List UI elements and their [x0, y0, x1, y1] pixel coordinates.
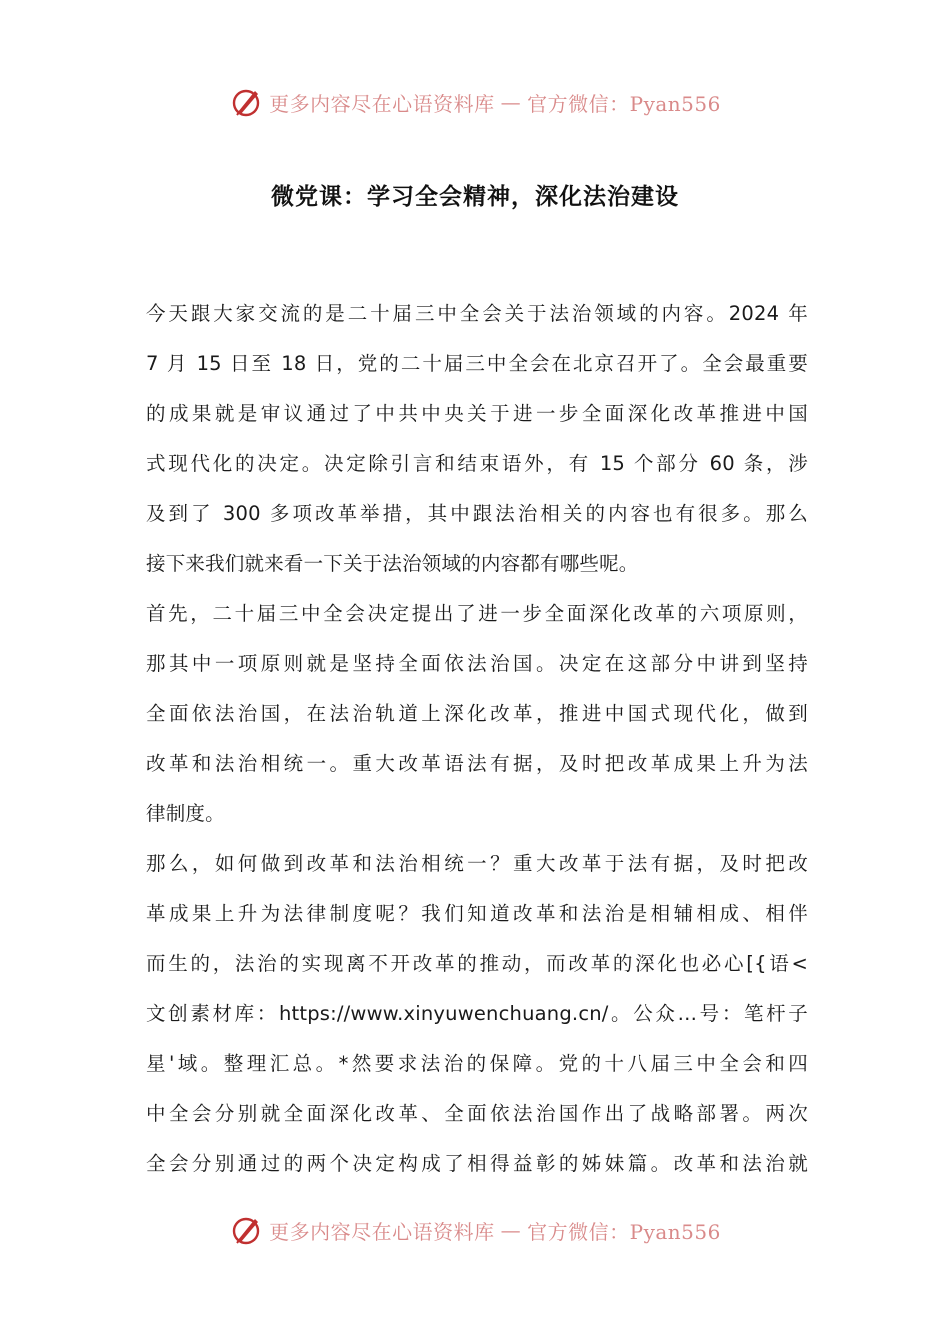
- body-line: 式现代化的决定。决定除引言和结束语外，有 15 个部分 60 条，涉: [146, 452, 808, 475]
- document-body: [146, 289, 808, 1189]
- body-line: 律制度。: [146, 802, 225, 825]
- body-line: 那其中一项原则就是坚持全面依法治国。决定在这部分中讲到坚持: [146, 652, 808, 675]
- header-watermark-wechat: 官方微信：Pyan556: [527, 91, 721, 116]
- footer-watermark-text: 更多内容尽在心语资料库: [269, 1219, 495, 1244]
- header-watermark-separator: —: [500, 90, 522, 114]
- footer-watermark-separator: —: [500, 1218, 522, 1242]
- body-line: 7 月 15 日至 18 日，党的二十届三中全会在北京召开了。全会最重要: [146, 352, 808, 375]
- body-line: 今天跟大家交流的是二十届三中全会关于法治领域的内容。2024 年: [146, 302, 808, 325]
- body-line: 革成果上升为法律制度呢？我们知道改革和法治是相辅相成、相伴: [146, 902, 808, 925]
- body-line: 首先，二十届三中全会决定提出了进一步全面深化改革的六项原则，: [146, 602, 808, 625]
- quill-logo-icon: [229, 85, 263, 119]
- footer-watermark-wechat: 官方微信：Pyan556: [527, 1219, 721, 1244]
- header-watermark: [0, 82, 950, 122]
- document-title: 微党课：学习全会精神，深化法治建设: [271, 184, 679, 210]
- header-watermark-text: 更多内容尽在心语资料库: [269, 91, 495, 116]
- body-line: 文创素材库：https://www.xinyuwenchuang.cn/。公众…号：笔杆子: [146, 1002, 808, 1025]
- body-line: 改革和法治相统一。重大改革语法有据，及时把改革成果上升为法: [146, 752, 808, 775]
- body-line: 星'域。整理汇总。*然要求法治的保障。党的十八届三中全会和四: [146, 1052, 808, 1075]
- footer-watermark: [0, 1210, 950, 1250]
- body-line: 的成果就是审议通过了中共中央关于进一步全面深化改革推进中国: [146, 402, 808, 425]
- quill-logo-icon: [229, 1213, 263, 1247]
- body-line: 全会分别通过的两个决定构成了相得益彰的姊妹篇。改革和法治就: [146, 1152, 808, 1175]
- body-line: 而生的，法治的实现离不开改革的推动，而改革的深化也必心[{语<: [146, 952, 808, 975]
- body-line: 那么，如何做到改革和法治相统一？重大改革于法有据，及时把改: [146, 852, 808, 875]
- body-line: 全面依法治国，在法治轨道上深化改革，推进中国式现代化，做到: [146, 702, 808, 725]
- body-line: 中全会分别就全面深化改革、全面依法治国作出了战略部署。两次: [146, 1102, 808, 1125]
- body-line: 及到了 300 多项改革举措，其中跟法治相关的内容也有很多。那么: [146, 502, 808, 525]
- body-line: 接下来我们就来看一下关于法治领域的内容都有哪些呢。: [146, 552, 639, 575]
